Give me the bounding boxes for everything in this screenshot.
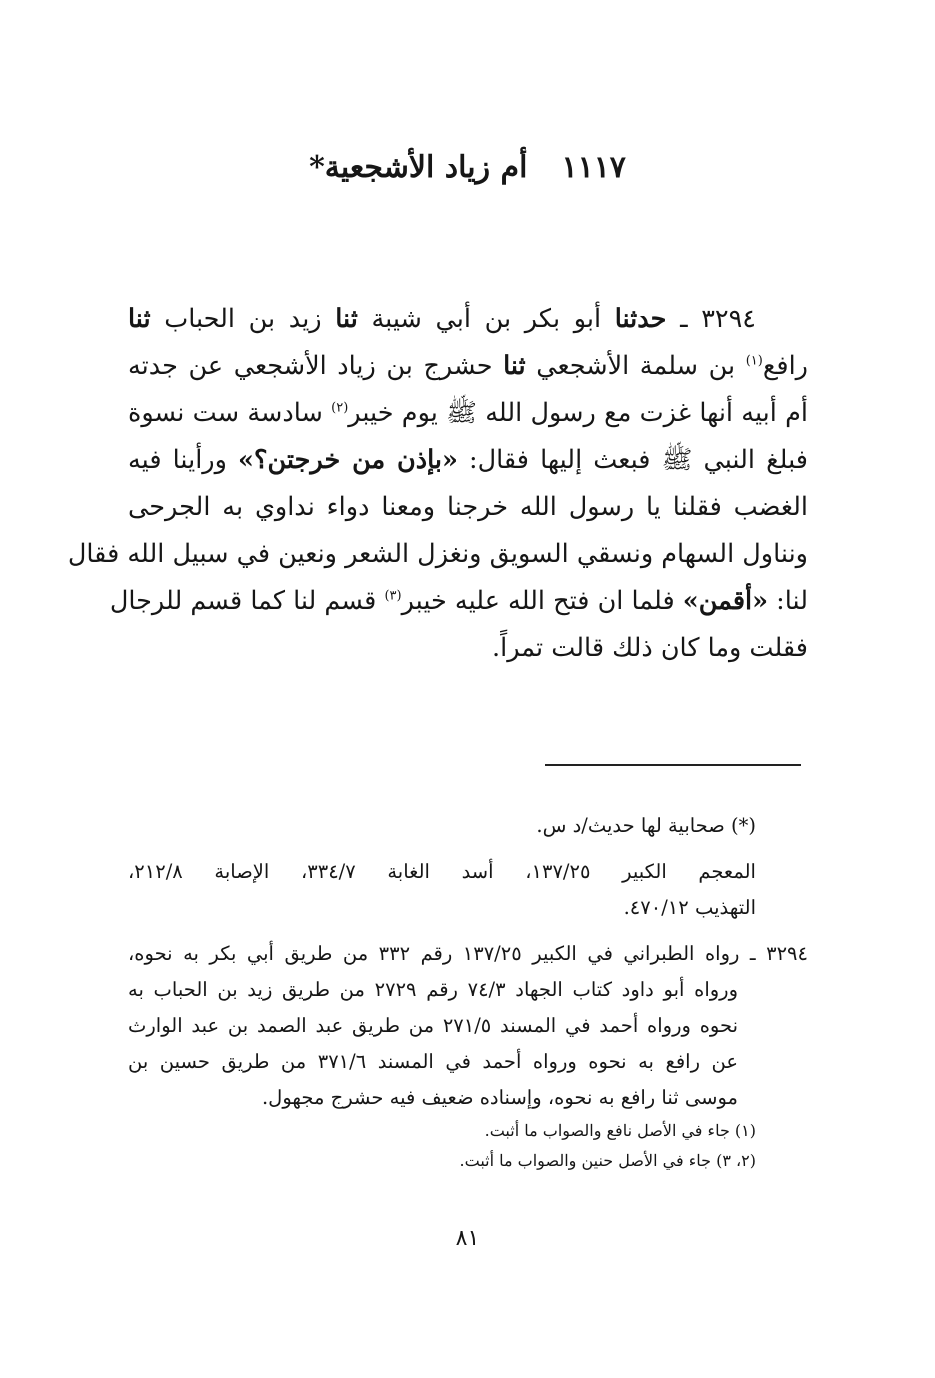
takhrij-line: موسى ثنا رافع به نحوه، وإسناده ضعيف فيه حشرج مجهول. xyxy=(261,1086,738,1109)
footnote-separator xyxy=(545,764,801,766)
footnote-2-3: (٢، ٣) جاء في الأصل حنين والصواب ما أثبت. xyxy=(459,1151,756,1170)
footnote-marker: (١) xyxy=(745,353,763,369)
footnote-1: (١) جاء في الأصل نافع والصواب ما أثبت. xyxy=(484,1121,756,1140)
hadith-line: رافع$^{(١)}$ بن سلمة الأشجعي ثنا حشرج بن زياد الأشجعي عن جدته xyxy=(128,351,808,381)
hadith-line: أم أبيه أنها غزت مع رسول الله ﷺ يوم خيبر$^{(٢)}$ سادسة ست نسوة xyxy=(128,398,808,428)
chapter-title: أم زياد الأشجعية* xyxy=(309,150,528,185)
page-number: ٨١ xyxy=(455,1226,480,1251)
hadith-number: ٣٢٩٤ ـ xyxy=(680,304,757,334)
hadith-line: فقلت وما كان ذلك قالت تمراً. xyxy=(492,633,808,663)
narrator-note: (*) صحابية لها حديث/د س. xyxy=(536,814,756,837)
footnote-marker: (٢) xyxy=(331,400,349,416)
footnote-marker: (٣) xyxy=(384,588,402,604)
prophet-quote: «بإذن من خرجتن؟» xyxy=(238,445,458,475)
sources-line: المعجم الكبير ١٣٧/٢٥، أسد الغابة ٣٣٤/٧، الإصابة ٢١٢/٨، xyxy=(128,860,756,883)
takhrij-line: نحوه ورواه أحمد في المسند ٢٧١/٥ من طريق عبد الصمد بن عبد الوارث xyxy=(128,1014,738,1037)
chapter-number: ١١١٧ xyxy=(561,150,626,185)
takhrij-line: ٣٢٩٤ ـ رواه الطبراني في الكبير ١٣٧/٢٥ رقم ٣٣٢ من طريق أبي بكر به نحوه، xyxy=(128,942,808,965)
hadith-line: ونناول السهام ونسقي السويق ونغزل الشعر ونعين في سبيل الله فقال xyxy=(67,539,808,569)
hadith-line: لنا: «أقمن» فلما ان فتح الله عليه خيبر$^{(٣)}$ قسم لنا كما قسم للرجال xyxy=(109,586,808,616)
narration-word: حدثنا xyxy=(614,304,667,334)
narration-word: ثنا xyxy=(128,304,151,334)
hadith-line: فبلغ النبي ﷺ فبعث إليها فقال: «بإذن من خرجتن؟» ورأينا فيه xyxy=(128,445,808,475)
hadith-line: الغضب فقلنا يا رسول الله خرجنا ومعنا دواء نداوي به الجرحى xyxy=(128,492,808,522)
footnotes xyxy=(128,808,808,1176)
sources-line: التهذيب ٤٧٠/١٢. xyxy=(623,896,756,919)
hadith-text xyxy=(67,296,808,672)
chapter-heading xyxy=(0,150,935,185)
narration-word: ثنا xyxy=(503,351,526,381)
takhrij-line: ورواه أبو داود كتاب الجهاد ٧٤/٣ رقم ٢٧٢٩ من طريق زيد بن الحباب به xyxy=(128,978,738,1001)
takhrij-line: عن رافع به نحوه ورواه أحمد في المسند ٣٧١/٦ من طريق حسين بن xyxy=(128,1050,738,1073)
prophet-quote: «أقمن» xyxy=(682,586,769,616)
narration-word: ثنا xyxy=(335,304,358,334)
hadith-line: ٣٢٩٤ ـ حدثنا أبو بكر بن أبي شيبة ثنا زيد بن الحباب ثنا xyxy=(128,304,757,334)
